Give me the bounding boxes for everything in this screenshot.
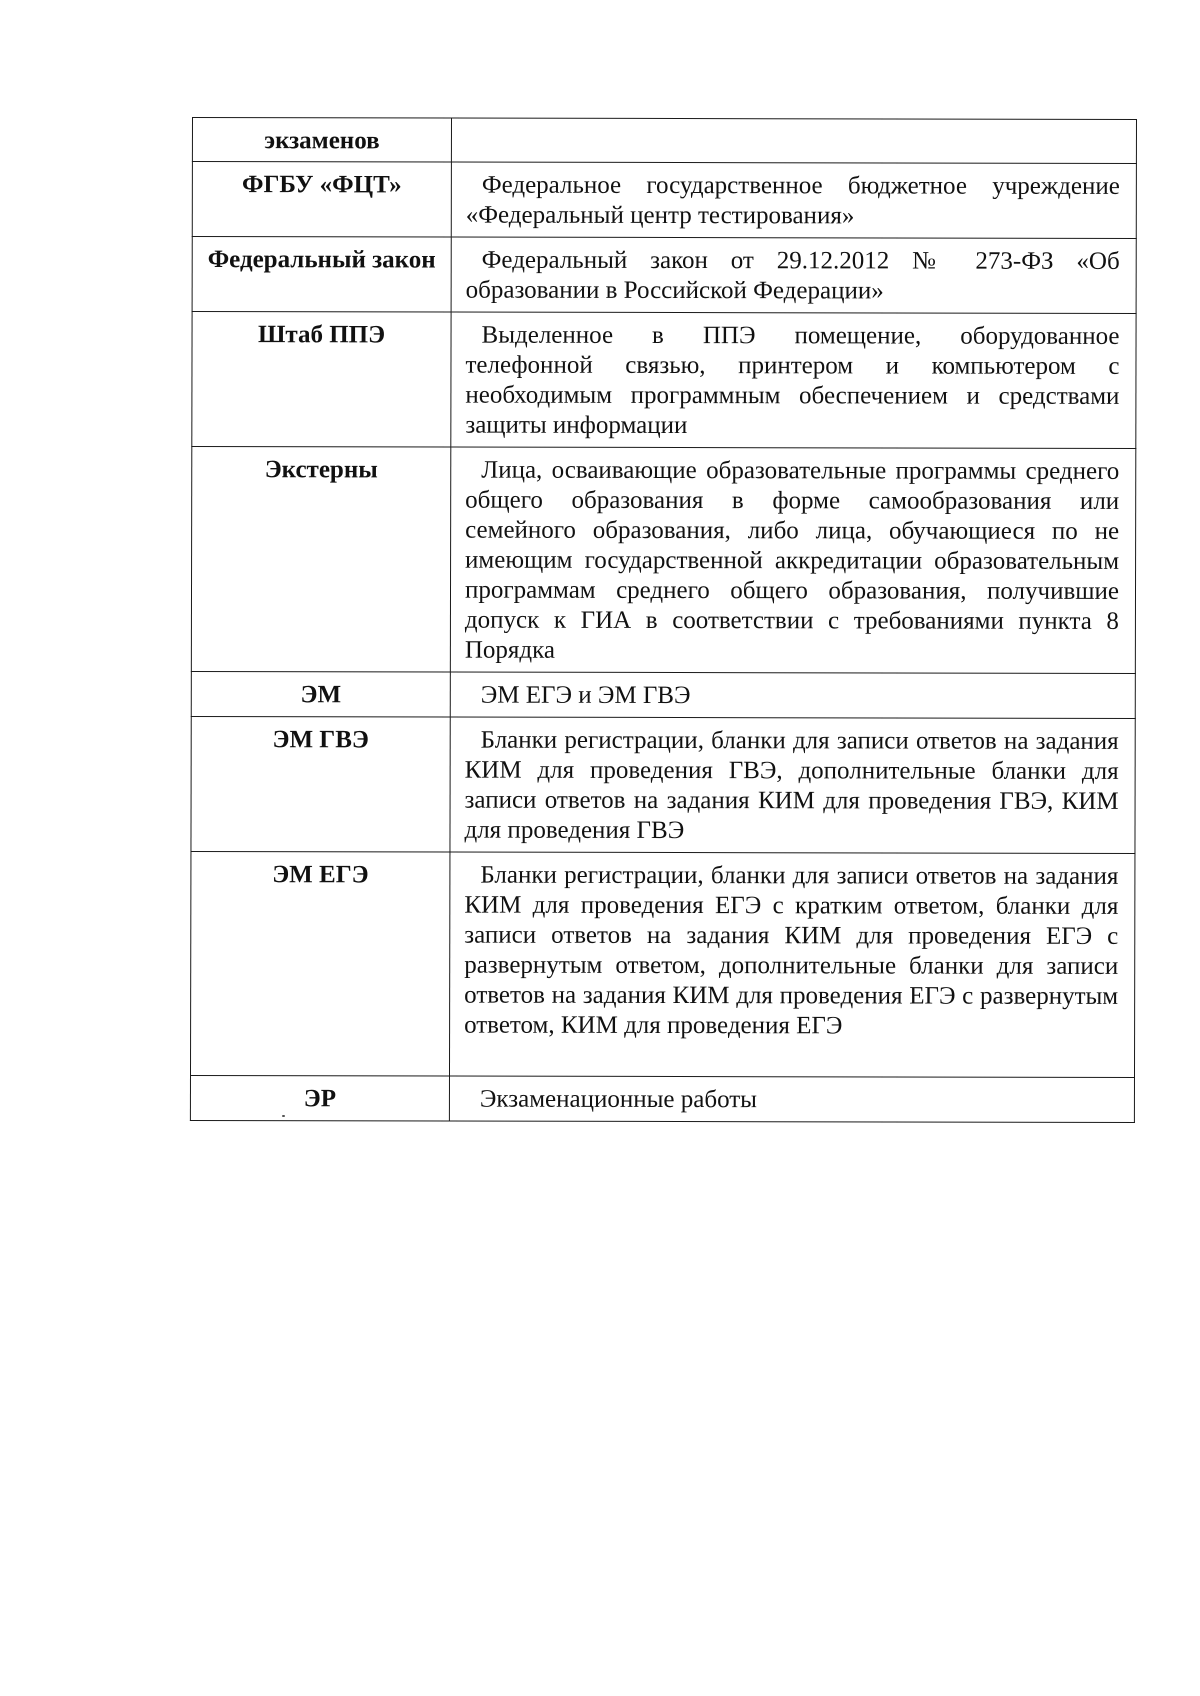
table-row [191,671,1135,718]
table-row [192,118,1136,164]
term-cell: экзаменов [192,118,451,163]
definition-cell [451,162,1136,238]
definition-cell [450,717,1135,853]
definition-text [466,127,1120,128]
table-row [191,447,1135,674]
definition-cell [449,852,1134,1077]
term-cell: ФГБУ «ФЦТ» [192,162,451,238]
definition-cell [451,118,1136,163]
term-cell: Штаб ППЭ [192,312,451,448]
term-cell: Экстерны [191,447,450,673]
definition-text: Лица, осваивающие образовательные программы среднего общего образования в форме самообразования или семейного образования, либо лица, обучающиеся по не имеющим государственной аккредитации образовательным программам среднего общего образования, получившие допуск к ГИА в соответствии с требованиями пункта 8 Порядка [464,456,1120,664]
term-cell: ЭМ ЕГЭ [190,851,449,1076]
scan-speck [282,1115,285,1117]
table-row [190,851,1134,1077]
definition-text: Бланки регистрации, бланки для записи ответов на задания КИМ для проведения ЕГЭ с кратким ответом, бланки для записи ответов на задания КИМ для проведения ЕГЭ с развернутым ответом, дополнительные бланки для записи ответов на задания КИМ для проведения ЕГЭ с развернутым ответом, КИМ для проведения ЕГЭ [464,861,1119,1040]
table-row [191,716,1135,853]
term-cell: ЭМ [191,671,450,717]
definition-cell [451,237,1136,313]
definition-cell [450,447,1135,673]
table-row [192,312,1136,449]
definition-text: ЭМ ЕГЭ и ЭМ ГВЭ [480,681,691,710]
term-cell: ЭМ ГВЭ [191,716,450,852]
definition-cell [450,672,1135,718]
table-row [192,237,1136,314]
term-cell: ЭР [190,1075,449,1121]
definition-text: Экзаменационные работы [479,1085,758,1114]
table-row [190,1075,1134,1122]
definition-cell [451,312,1136,448]
definition-cell [449,1076,1134,1122]
term-cell: Федеральный закон [192,237,451,313]
glossary-table [190,117,1137,1123]
table-row [192,162,1136,239]
definition-text: Федеральное государственное бюджетное учреждение «Федеральный центр тестирования» [465,171,1120,230]
definition-text: Выделенное в ППЭ помещение, оборудованное телефонной связью, принтером и компьютером с необходимым программным обеспечением и средствами защиты информации [465,321,1120,440]
definition-text: Федеральный закон от 29.12.2012 № 273-ФЗ «Об образовании в Российской Федерации» [465,246,1120,305]
definition-text: Бланки регистрации, бланки для записи ответов на задания КИМ для проведения ГВЭ, дополнительные бланки для записи ответов на задания КИМ для проведения ГВЭ, КИМ для проведения ГВЭ [464,726,1119,845]
